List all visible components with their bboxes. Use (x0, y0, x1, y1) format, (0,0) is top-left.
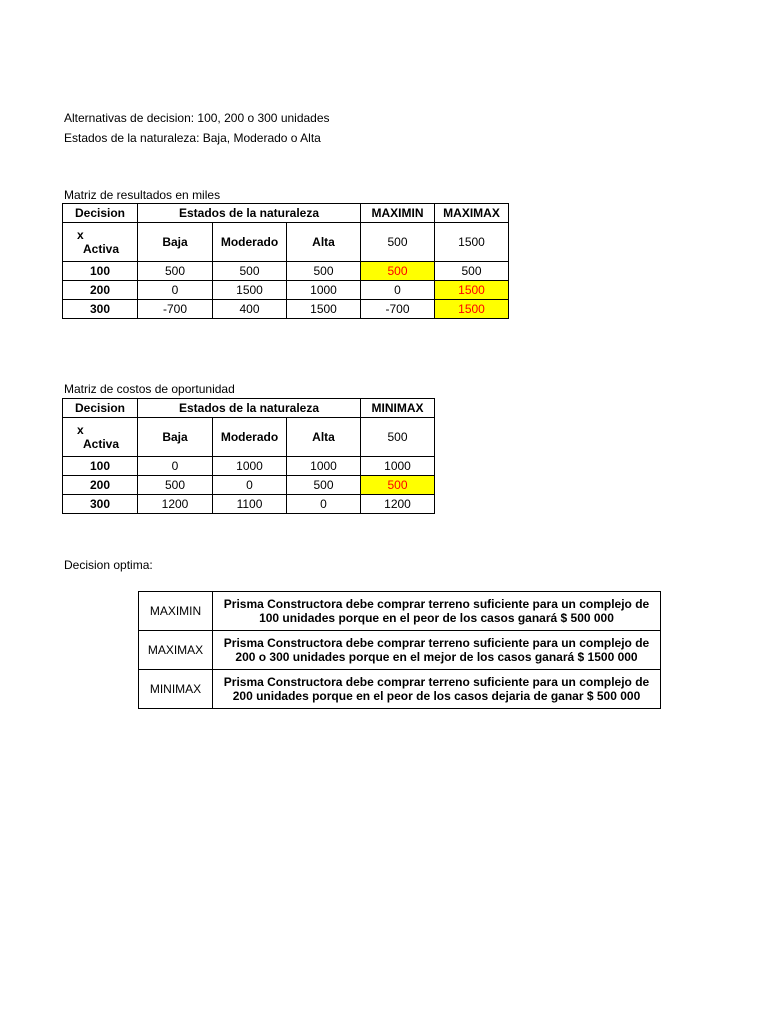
baja-cell: 500 (138, 262, 213, 281)
conclusion-cell: Prisma Constructora debe comprar terreno suficiente para un complejo de 200 unidades porque en el peor de los casos dejaria de ganar $ 500 000 (213, 670, 661, 709)
alta-header: Alta (287, 418, 361, 457)
moderado-cell: 1500 (213, 281, 287, 300)
maximin-cell: -700 (361, 300, 435, 319)
states-of-nature-text: Estados de la naturaleza: Baja, Moderado o Alta (64, 131, 321, 145)
criterion-cell: MAXIMIN (139, 592, 213, 631)
maximin-cell: 0 (361, 281, 435, 300)
alternative-cell: 300 (63, 495, 138, 514)
baja-header: Baja (138, 418, 213, 457)
decision-alternatives-text: Alternativas de decision: 100, 200 o 300 unidades (64, 111, 330, 125)
minimax-cell: 1000 (361, 457, 435, 476)
table-row (63, 495, 435, 514)
maximin-header: MAXIMIN (361, 204, 435, 223)
table-row (139, 631, 661, 670)
moderado-cell: 1100 (213, 495, 287, 514)
moderado-cell: 500 (213, 262, 287, 281)
activa-label: Activa (83, 242, 120, 256)
maximax-cell-highlighted: 1500 (435, 281, 509, 300)
maximax-cell-highlighted: 1500 (435, 300, 509, 319)
results-matrix-caption: Matriz de resultados en miles (64, 188, 221, 202)
maximax-best-value: 1500 (435, 223, 509, 262)
x-activa-header (63, 223, 138, 262)
alternative-cell: 200 (63, 476, 138, 495)
maximin-cell-highlighted: 500 (361, 262, 435, 281)
decision-header: Decision (63, 399, 138, 418)
decision-header: Decision (63, 204, 138, 223)
moderado-header: Moderado (213, 418, 287, 457)
baja-header: Baja (138, 223, 213, 262)
x-label: x (77, 423, 84, 437)
baja-cell: 500 (138, 476, 213, 495)
alta-cell: 1500 (287, 300, 361, 319)
x-label: x (77, 228, 84, 242)
alta-cell: 500 (287, 476, 361, 495)
alta-cell: 500 (287, 262, 361, 281)
results-matrix-table (62, 203, 583, 319)
alternative-cell: 300 (63, 300, 138, 319)
conclusion-cell: Prisma Constructora debe comprar terreno suficiente para un complejo de 100 unidades porque en el peor de los casos ganará $ 500 000 (213, 592, 661, 631)
criterion-cell: MAXIMAX (139, 631, 213, 670)
alternative-cell: 200 (63, 281, 138, 300)
moderado-cell: 400 (213, 300, 287, 319)
table-row (63, 457, 435, 476)
minimax-cell-highlighted: 500 (361, 476, 435, 495)
activa-label: Activa (83, 437, 120, 451)
maximin-best-value: 500 (361, 223, 435, 262)
alta-cell: 1000 (287, 457, 361, 476)
table-row (63, 262, 583, 281)
baja-cell: 0 (138, 281, 213, 300)
states-header: Estados de la naturaleza (138, 204, 361, 223)
table-row (139, 670, 661, 709)
table-row (139, 592, 661, 631)
alta-cell: 1000 (287, 281, 361, 300)
optimal-decision-caption: Decision optima: (64, 558, 153, 572)
baja-cell: 1200 (138, 495, 213, 514)
moderado-cell: 0 (213, 476, 287, 495)
minimax-cell: 1200 (361, 495, 435, 514)
table-row (63, 281, 583, 300)
alternative-cell: 100 (63, 262, 138, 281)
x-activa-header (63, 418, 138, 457)
regret-matrix-table (62, 398, 435, 514)
baja-cell: 0 (138, 457, 213, 476)
alternative-cell: 100 (63, 457, 138, 476)
minimax-header: MINIMAX (361, 399, 435, 418)
baja-cell: -700 (138, 300, 213, 319)
table-row (63, 300, 583, 319)
maximax-header: MAXIMAX (435, 204, 509, 223)
states-header: Estados de la naturaleza (138, 399, 361, 418)
criterion-cell: MINIMAX (139, 670, 213, 709)
regret-matrix-caption: Matriz de costos de oportunidad (64, 382, 235, 396)
minimax-best-value: 500 (361, 418, 435, 457)
optimal-decision-table (138, 591, 661, 709)
alta-header: Alta (287, 223, 361, 262)
table-row (63, 476, 435, 495)
conclusion-cell: Prisma Constructora debe comprar terreno suficiente para un complejo de 200 o 300 unidades porque en el mejor de los casos ganará $ 1500 000 (213, 631, 661, 670)
maximax-cell: 500 (435, 262, 509, 281)
moderado-cell: 1000 (213, 457, 287, 476)
alta-cell: 0 (287, 495, 361, 514)
moderado-header: Moderado (213, 223, 287, 262)
